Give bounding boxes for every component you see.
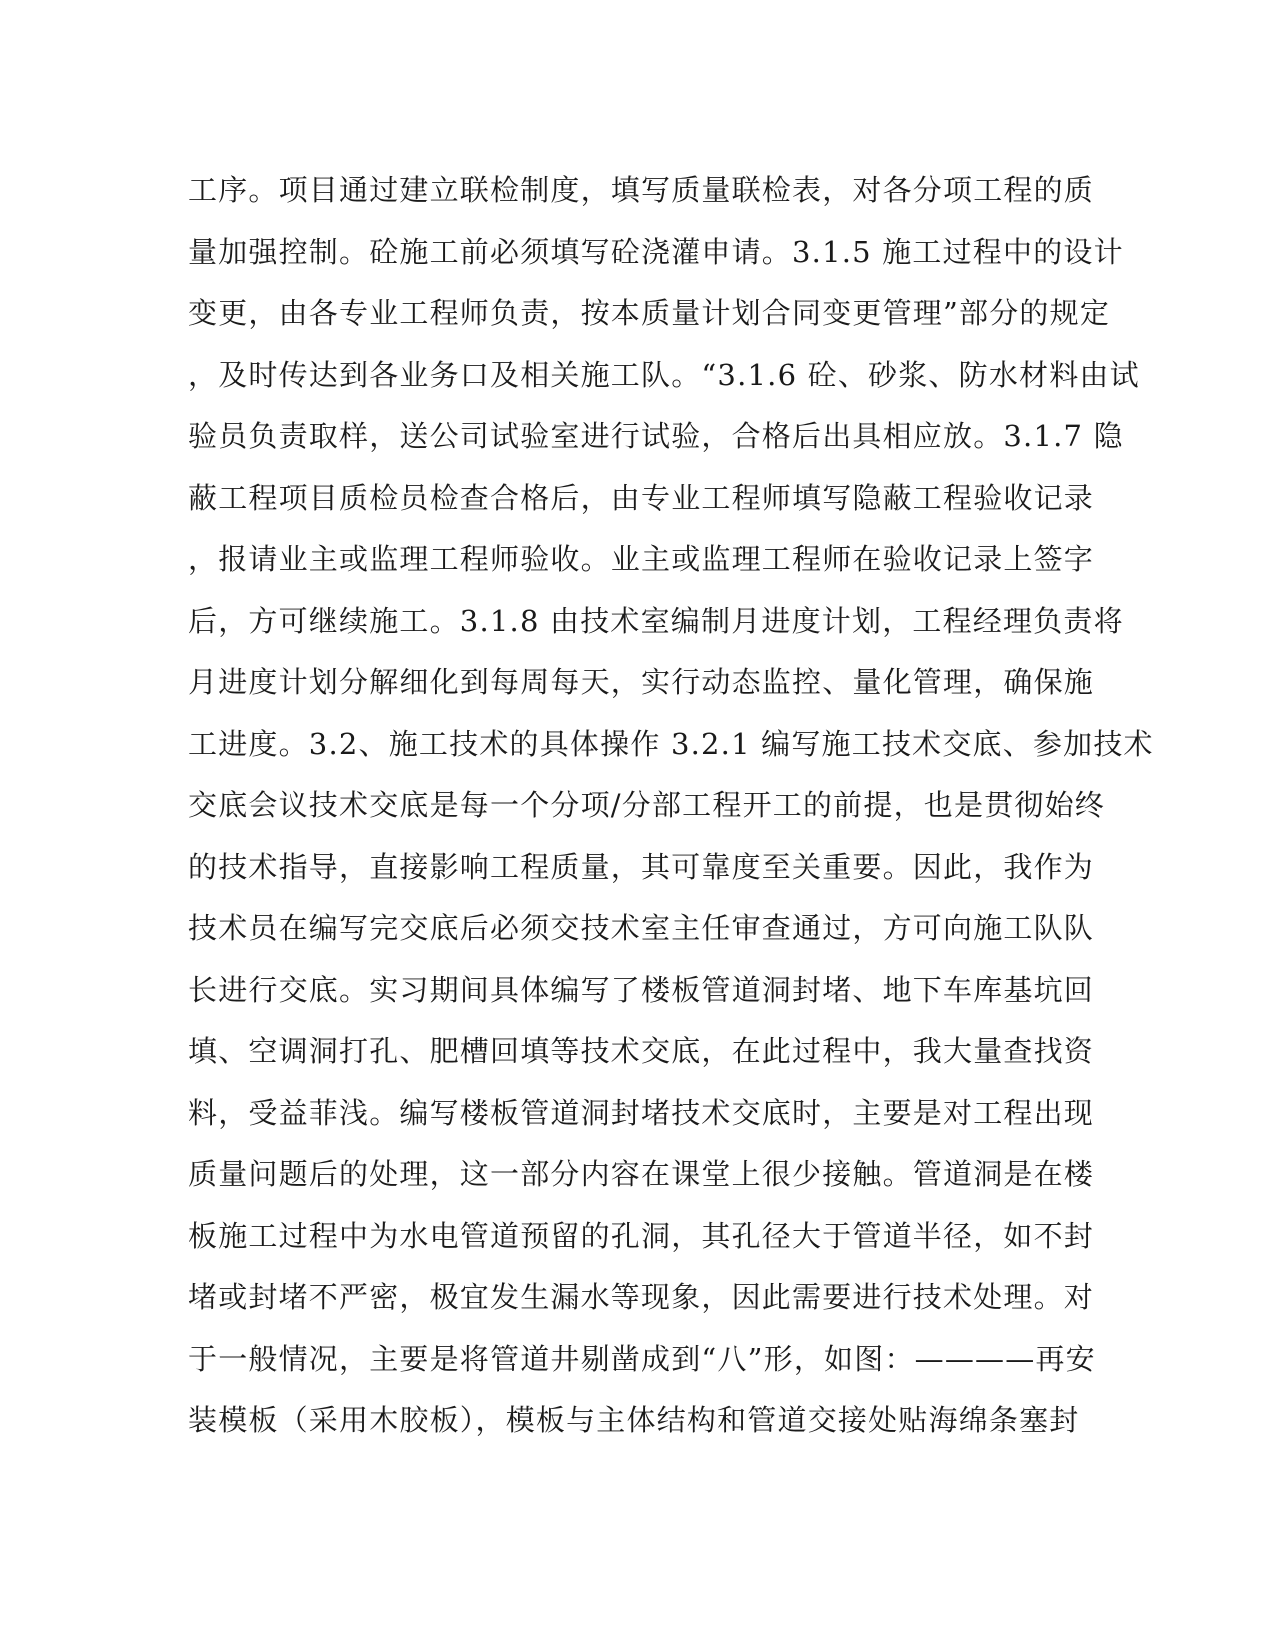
text-line: 技术员在编写完交底后必须交技术室主任审查通过，方可向施工队队 xyxy=(188,911,1095,945)
text-line: ，报请业主或监理工程师验收。业主或监理工程师在验收记录上签字 xyxy=(188,542,1095,576)
text-line: 的技术指导，直接影响工程质量，其可靠度至关重要。因此，我作为 xyxy=(188,849,1095,884)
text-line: 工进度。3.2、施工技术的具体操作 3.2.1 编写施工技术交底、参加技术 xyxy=(188,726,1154,761)
text-line: 验员负责取样，送公司试验室进行试验，合格后出具相应放。3.1.7 隐 xyxy=(188,419,1124,453)
text-line: 交底会议技术交底是每一个分项/分部工程开工的前提，也是贯彻始终 xyxy=(188,788,1105,822)
text-line: 长进行交底。实习期间具体编写了楼板管道洞封堵、地下车库基坑回 xyxy=(188,972,1095,1007)
text-line: 后，方可继续施工。3.1.8 由技术室编制月进度计划，工程经理负责将 xyxy=(188,603,1124,638)
text-line: 蔽工程项目质检员检查合格后，由专业工程师填写隐蔽工程验收记录 xyxy=(188,480,1095,515)
text-line: 堵或封堵不严密，极宜发生漏水等现象，因此需要进行技术处理。对 xyxy=(188,1280,1095,1314)
text-line: 板施工过程中为水电管道预留的孔洞，其孔径大于管道半径，如不封 xyxy=(188,1218,1095,1253)
text-line: 质量问题后的处理，这一部分内容在课堂上很少接触。管道洞是在楼 xyxy=(188,1157,1095,1191)
text-line: 工序。项目通过建立联检制度，填写质量联检表，对各分项工程的质 xyxy=(188,173,1095,207)
text-line: 月进度计划分解细化到每周每天，实行动态监控、量化管理，确保施 xyxy=(188,665,1095,699)
text-line: ，及时传达到各业务口及相关施工队。“3.1.6 砼、砂浆、防水材料由试 xyxy=(188,357,1140,392)
text-line: 料，受益菲浅。编写楼板管道洞封堵技术交底时，主要是对工程出现 xyxy=(188,1095,1095,1130)
body-text xyxy=(188,160,1154,1452)
text-line: 于一般情况，主要是将管道井剔凿成到“八”形，如图：————再安 xyxy=(188,1341,1096,1376)
text-line: 量加强控制。砼施工前必须填写砼浇灌申请。3.1.5 施工过程中的设计 xyxy=(188,234,1124,269)
text-line: 填、空调洞打孔、肥槽回填等技术交底，在此过程中，我大量查找资 xyxy=(188,1034,1095,1068)
text-line: 装模板（采用木胶板），模板与主体结构和管道交接处贴海绵条塞封 xyxy=(188,1403,1080,1437)
text-line: 变更，由各专业工程师负责，按本质量计划合同变更管理”部分的规定 xyxy=(188,296,1111,330)
